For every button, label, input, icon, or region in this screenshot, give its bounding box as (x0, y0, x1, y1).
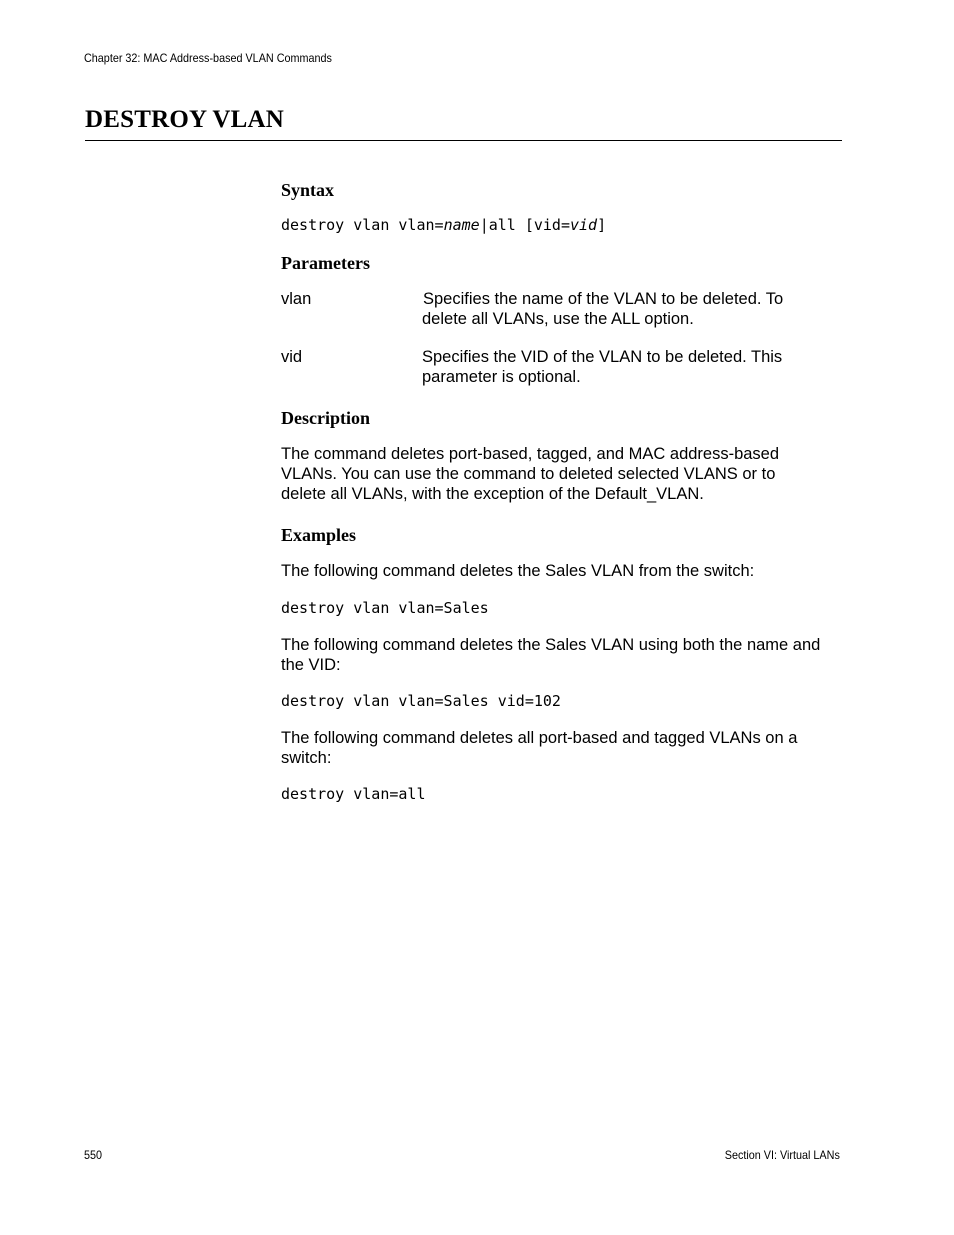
parameter-name: vlan (281, 290, 312, 308)
content-body (281, 178, 843, 804)
example-text-line: the VID: (281, 656, 341, 674)
running-header: Chapter 32: MAC Address-based VLAN Commands (84, 51, 332, 65)
syntax-middle: |all [vid= (479, 216, 570, 234)
parameter-description (422, 289, 843, 329)
parameter-description-line: Specifies the name of the VLAN to be deleted. To (423, 290, 784, 308)
page-title: DESTROY VLAN (85, 106, 284, 133)
example-command: destroy vlan vlan=Sales vid=102 (281, 692, 561, 710)
parameter-description-line: delete all VLANs, use the ALL option. (422, 310, 694, 328)
parameters-heading: Parameters (281, 253, 370, 273)
example-text-line: The following command deletes all port-based and tagged VLANs on a (281, 729, 798, 747)
parameter-name: vid (281, 348, 303, 366)
description-line: The command deletes port-based, tagged, and MAC address-based (281, 445, 780, 463)
example-text (281, 635, 843, 675)
example-text-line: The following command deletes the Sales VLAN using both the name and (281, 636, 821, 654)
parameter-row-vlan (281, 289, 843, 329)
description-line: VLANs. You can use the command to deleted selected VLANS or to (281, 465, 776, 483)
syntax-suffix: ] (597, 216, 607, 234)
parameter-description (422, 347, 843, 387)
title-rule (85, 140, 842, 141)
description-heading: Description (281, 408, 370, 428)
parameter-description-line: parameter is optional. (422, 368, 581, 386)
description-line: delete all VLANs, with the exception of the Default_VLAN. (281, 485, 704, 503)
syntax-arg-name: name (443, 216, 480, 234)
parameter-row-vid (281, 347, 843, 387)
syntax-arg-vid: vid (570, 216, 598, 234)
example-command: destroy vlan=all (281, 785, 426, 803)
examples-heading: Examples (281, 525, 357, 545)
syntax-prefix: destroy vlan vlan= (281, 216, 444, 234)
example-command: destroy vlan vlan=Sales (281, 599, 489, 617)
example-text-line: switch: (281, 749, 332, 767)
parameter-description-line: Specifies the VID of the VLAN to be deleted. This (422, 348, 783, 366)
running-footer-section: Section VI: Virtual LANs (724, 1148, 840, 1162)
page-number: 550 (84, 1148, 103, 1162)
description-paragraph (281, 444, 843, 504)
example-text: The following command deletes the Sales VLAN from the switch: (281, 562, 755, 580)
example-text (281, 728, 843, 768)
syntax-heading: Syntax (281, 180, 335, 200)
syntax-command (281, 215, 843, 235)
